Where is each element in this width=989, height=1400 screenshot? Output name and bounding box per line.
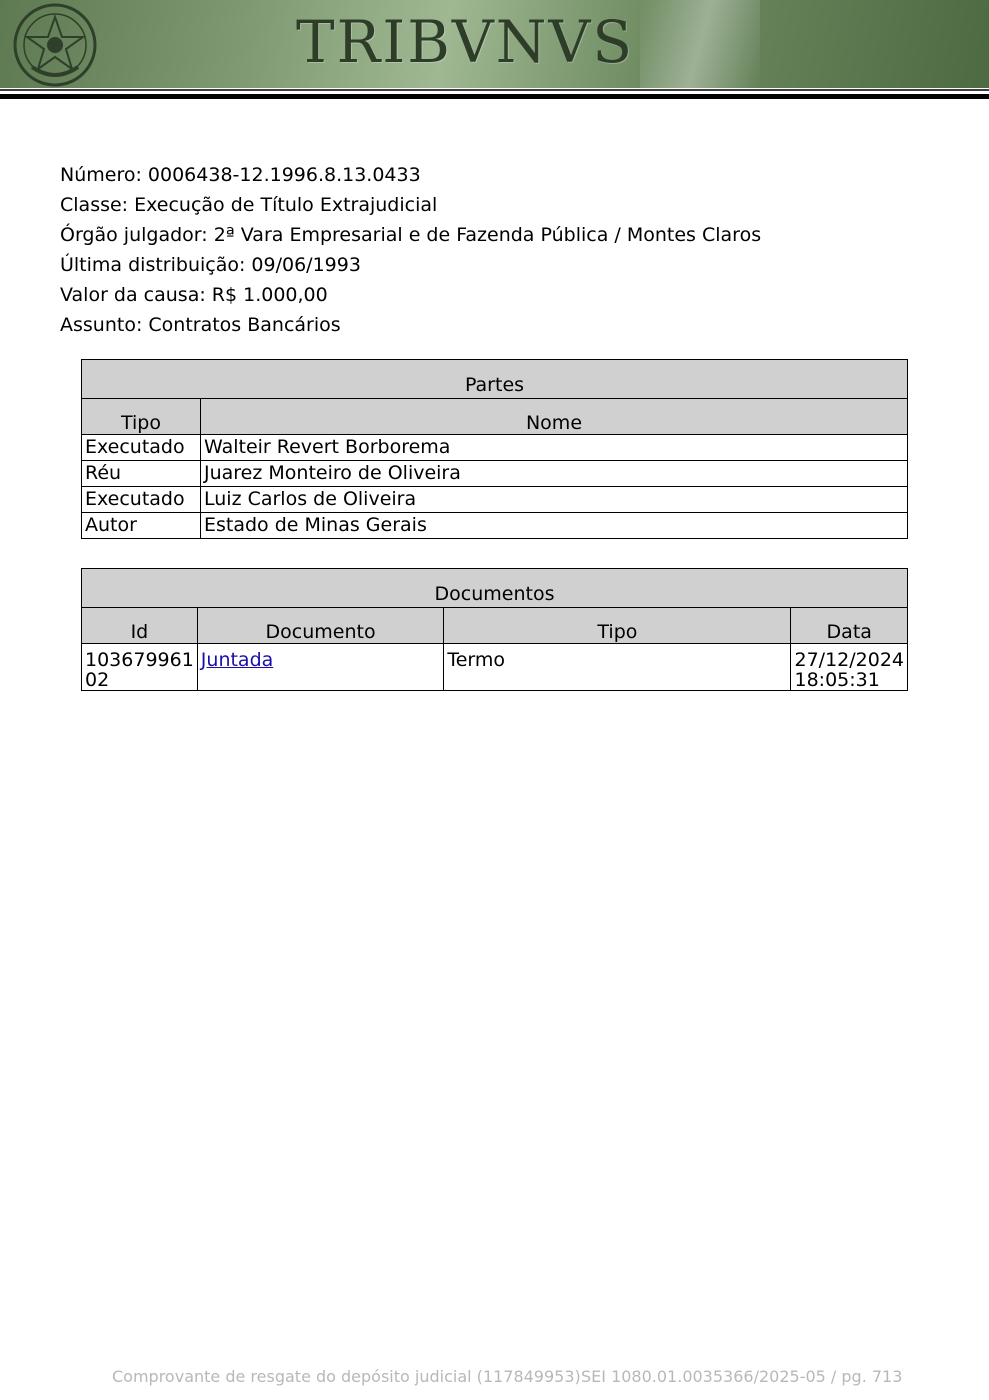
document-id <box>82 644 198 691</box>
table-row <box>82 644 908 691</box>
column-header-id: Id <box>82 608 198 644</box>
table-row <box>82 487 908 513</box>
footer-receipt: Comprovante de resgate do depósito judicial (117849953) <box>112 1367 581 1386</box>
party-name: Walteir Revert Borborema <box>201 435 908 461</box>
column-header-tipo: Tipo <box>82 399 201 435</box>
parties-caption-row <box>82 360 908 399</box>
party-type: Réu <box>82 461 201 487</box>
table-row <box>82 461 908 487</box>
coat-of-arms-minas-gerais-icon <box>12 3 98 87</box>
document-id-line2: 02 <box>85 669 110 691</box>
document-date <box>791 644 908 691</box>
column-header-data: Data <box>791 608 908 644</box>
brand-logo-text: TRIBVNVS <box>296 8 635 76</box>
column-header-tipo: Tipo <box>444 608 791 644</box>
parties-table <box>81 359 908 539</box>
table-row <box>82 435 908 461</box>
parties-header-row <box>82 399 908 435</box>
process-number: Número: 0006438-12.1996.8.13.0433 <box>60 164 421 186</box>
party-type: Executado <box>82 487 201 513</box>
judging-body: Órgão julgador: 2ª Vara Empresarial e de Fazenda Pública / Montes Claros <box>60 224 762 246</box>
column-header-documento: Documento <box>197 608 444 644</box>
documents-header-row <box>82 608 908 644</box>
header-divider-thick <box>0 94 989 99</box>
documents-caption: Documentos <box>82 569 908 608</box>
subject: Assunto: Contratos Bancários <box>60 314 341 336</box>
process-info <box>60 160 761 340</box>
table-row <box>82 513 908 539</box>
parties-caption: Partes <box>82 360 908 399</box>
process-class: Classe: Execução de Título Extrajudicial <box>60 194 438 216</box>
header-banner <box>0 0 989 88</box>
document-date-day: 27/12/2024 <box>794 649 904 671</box>
documents-table <box>81 568 908 691</box>
party-name: Estado de Minas Gerais <box>201 513 908 539</box>
last-distribution: Última distribuição: 09/06/1993 <box>60 254 361 276</box>
party-type: Executado <box>82 435 201 461</box>
case-value: Valor da causa: R$ 1.000,00 <box>60 284 328 306</box>
party-name: Luiz Carlos de Oliveira <box>201 487 908 513</box>
banner-shine <box>640 0 760 88</box>
column-header-nome: Nome <box>201 399 908 435</box>
party-name: Juarez Monteiro de Oliveira <box>201 461 908 487</box>
documents-caption-row <box>82 569 908 608</box>
document-name-cell <box>197 644 444 691</box>
document-type: Termo <box>444 644 791 691</box>
document-date-time: 18:05:31 <box>794 669 880 691</box>
header-divider-thin <box>0 89 989 91</box>
document-id-line1: 103679961 <box>85 649 194 671</box>
footer-sei-page: SEI 1080.01.0035366/2025-05 / pg. 713 <box>581 1367 903 1386</box>
party-type: Autor <box>82 513 201 539</box>
document-link[interactable]: Juntada <box>200 649 274 671</box>
